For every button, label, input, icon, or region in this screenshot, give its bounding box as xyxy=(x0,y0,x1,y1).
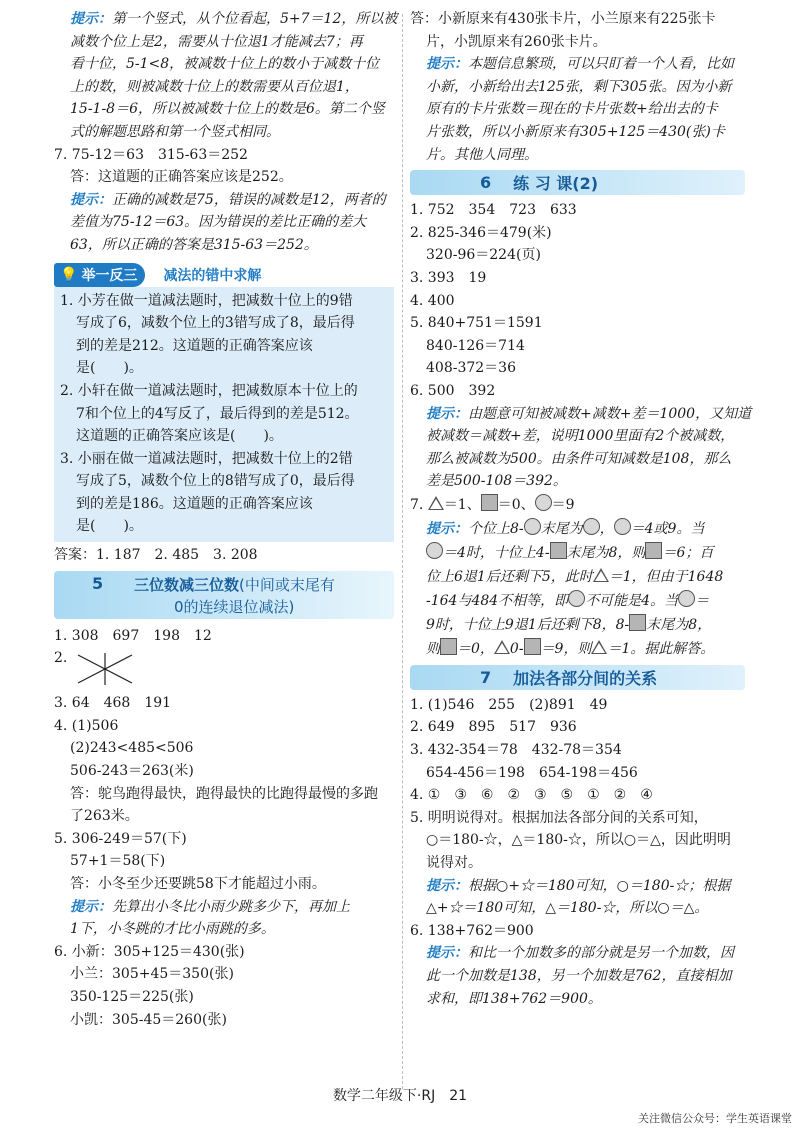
section-title: 练 习 课(2) xyxy=(513,174,599,194)
answer-line: 片，小凯原来有260张卡片。 xyxy=(426,33,607,50)
practice-line: 写成了5，减数个位上的8错写成了0，最后得 xyxy=(76,473,355,490)
hint-line: -164与484不相等，即 不可能是4。当 ＝ xyxy=(426,589,745,613)
hint-line: 提示：先算出小冬比小雨少跳多少下，再加上 xyxy=(70,898,350,915)
answer-line: 小凯：305-45＝260(张) xyxy=(70,1011,227,1028)
page-footer: 数学二年级下·RJ 21 xyxy=(332,1088,468,1104)
hint-label: 提示： xyxy=(70,898,112,915)
right-column xyxy=(410,8,752,1010)
answer-line: ○＝180-☆，△＝180-☆，所以○＝△，因此明明 xyxy=(426,832,731,849)
practice-line: 写成了6，减数个位上的3错写成了8，最后得 xyxy=(76,315,355,332)
triangle-icon xyxy=(494,640,510,654)
answer-line: 答：这道题的正确答案应该是252。 xyxy=(70,169,293,186)
square-icon xyxy=(481,494,498,511)
hint-line: 提示：个位上8- 末尾为 ， ＝4或9。当 xyxy=(426,517,745,541)
answer-line: 答：小冬至少还要跳58下才能超过小雨。 xyxy=(70,876,326,892)
section-7-banner xyxy=(410,665,745,690)
square-icon xyxy=(629,614,646,631)
practice-line: 7和个位上的4写反了，最后得到的差是512。 xyxy=(76,405,359,422)
hint-label: 提示： xyxy=(426,56,468,73)
circle-icon xyxy=(426,542,443,559)
section-number: 7 xyxy=(480,667,492,687)
hint-line: 提示：正确的减数是75，错误的减数是12，两者的 xyxy=(70,191,386,208)
column-divider xyxy=(402,14,403,1089)
section-subtitle: 0的连续退位减法) xyxy=(174,597,295,616)
triangle-icon xyxy=(428,496,444,510)
hint-line: 提示：本题信息繁琐，可以只盯着一个人看，比如 xyxy=(426,56,734,73)
answer-line: 350-125＝225(张) xyxy=(70,988,194,1005)
practice-line: 3. 小丽在做一道减法题时，把减数十位上的2错 xyxy=(60,450,353,467)
answer-line: 了263米。 xyxy=(70,808,139,825)
practice-tag: 💡 举一反三 xyxy=(54,263,145,287)
answer-line: 6. 小新：305+125＝430(张) xyxy=(54,943,245,960)
hint-line: 小新，小新给出去125张，剩下305张。因为小新 xyxy=(426,78,732,95)
circle-icon xyxy=(614,518,631,535)
circle-icon xyxy=(568,590,585,607)
hint-line: 片张数，所以小新原来有305+125＝430(张)卡 xyxy=(426,123,725,140)
square-icon xyxy=(550,542,567,559)
section-number: 6 xyxy=(480,173,492,193)
hint-line: 式的解题思路和第一个竖式相同。 xyxy=(70,123,280,140)
section-title: 加法各部分间的关系 xyxy=(513,668,658,688)
hint-line: 差是500-108＝392。 xyxy=(426,473,567,490)
answer-line-shapes: 7. ＝1、 ＝0、 ＝9 xyxy=(410,493,745,517)
practice-answer: 答案：1. 187 2. 485 3. 208 xyxy=(54,547,258,564)
square-icon xyxy=(440,638,457,655)
answer-line: 5. 明明说得对。根据加法各部分间的关系可知， xyxy=(410,809,708,826)
circle-icon xyxy=(524,518,541,535)
answer-line: 1. 308 697 198 12 xyxy=(54,627,212,644)
practice-line: 到的差是212。这道题的正确答案应该 xyxy=(76,337,313,354)
hint-line: 此一个加数是138，另一个加数是762，直接相加 xyxy=(426,968,732,984)
hint-label: 提示： xyxy=(426,405,468,422)
hint-line: 差值为75-12＝63。因为错误的差比正确的差大 xyxy=(70,214,367,231)
hint-line: 减数个位上是2，需要从十位退1才能减去7；再 xyxy=(70,33,363,50)
answer-line: 2. 649 895 517 936 xyxy=(410,719,577,736)
circle-icon xyxy=(583,518,600,535)
hint-line: ＝4时，十位上4- 末尾为8，则 ＝6；百 xyxy=(426,541,745,565)
matching-lines-diagram xyxy=(72,649,142,689)
section-6-banner xyxy=(410,170,745,195)
left-column xyxy=(54,8,398,1031)
answer-line: 4. ① ③ ⑥ ② ③ ⑤ ① ② ④ xyxy=(410,787,653,804)
hint-line: 提示：由题意可知被减数+减数+差＝1000，又知道 xyxy=(426,405,752,422)
triangle-icon xyxy=(593,568,609,582)
answer-line: 1. 752 354 723 633 xyxy=(410,202,577,219)
answer-line: 654-456＝198 654-198＝456 xyxy=(426,764,638,781)
practice-line: 是( )。 xyxy=(76,360,143,377)
circle-icon xyxy=(535,494,552,511)
hint-line: 上的数，则被减数十位上的数需要从百位退1， xyxy=(70,78,359,95)
practice-line: 这道题的正确答案应该是( )。 xyxy=(76,428,283,445)
practice-line: 2. 小轩在做一道减法题时，把减数原本十位上的 xyxy=(60,382,358,399)
hint-line: 1下，小冬跳的才比小雨跳的多。 xyxy=(70,921,275,938)
answer-line: 57+1＝58(下) xyxy=(70,853,166,870)
section-number: 5 xyxy=(92,573,104,593)
answer-line: 答：鸵鸟跑得最快，跑得最快的比跑得最慢的多跑 xyxy=(70,785,378,802)
hint-line: 看十位，5-1<8，被减数十位上的数小于减数十位 xyxy=(70,56,380,73)
section-5-banner xyxy=(54,571,394,619)
credit-text: 关注微信公众号：学生英语课堂 xyxy=(638,1112,792,1125)
hint-line: 15-1-8＝6，所以被减数十位上的数是6。第二个竖 xyxy=(70,101,385,118)
answer-line: 408-372＝36 xyxy=(426,360,516,377)
hint-line: 片。其他人同理。 xyxy=(426,146,538,163)
practice-line: 是( )。 xyxy=(76,518,143,535)
answer-line: 3. 64 468 191 xyxy=(54,695,172,712)
answer-line: 4. 400 xyxy=(410,292,455,309)
hint-line: 提示：根据○+☆＝180可知，○＝180-☆；根据 xyxy=(426,877,731,894)
hint-label: 提示： xyxy=(426,520,468,537)
answer-line: (2)243<485<506 xyxy=(70,740,194,757)
answer-line: 840-126＝714 xyxy=(426,337,525,354)
answer-line: 6. 138+762＝900 xyxy=(410,922,534,939)
hint-line: 被减数＝减数+差，说明1000里面有2个被减数， xyxy=(426,428,735,445)
hint-line: 原有的卡片张数＝现在的卡片张数+给出去的卡 xyxy=(426,101,718,118)
answer-line: 1. (1)546 255 (2)891 49 xyxy=(410,696,608,713)
answer-line: 320-96＝224(页) xyxy=(426,247,541,264)
hint-line: 位上6退1后还剩下5，此时 ＝1，但由于1648 xyxy=(426,568,724,585)
hint-line: 63，所以正确的答案是315-63＝252。 xyxy=(70,236,318,253)
hint-label: 提示： xyxy=(426,877,468,894)
practice-line: 到的差是186。这道题的正确答案应该 xyxy=(76,495,313,512)
lightbulb-icon: 💡 xyxy=(60,266,78,283)
answer-line: 3. 393 19 xyxy=(410,269,487,286)
answer-line: 5. 840+751＝1591 xyxy=(410,315,543,332)
answer-line: 4. (1)506 xyxy=(54,717,119,734)
hint-line: 提示：第一个竖式，从个位看起，5+7＝12，所以被 xyxy=(70,11,398,27)
answer-line: 说得对。 xyxy=(426,855,482,872)
answer-line: 2. xyxy=(54,647,394,692)
practice-title: 减法的错中求解 xyxy=(163,267,262,284)
square-icon xyxy=(524,638,541,655)
hint-label: 提示： xyxy=(426,945,468,962)
hint-label: 提示： xyxy=(70,11,112,27)
answer-line: 506-243＝263(米) xyxy=(70,763,194,780)
hint-line: △+☆＝180可知，△＝180-☆，所以○＝△。 xyxy=(426,900,709,917)
circle-icon xyxy=(678,590,695,607)
answer-line: 7. 75-12＝63 315-63＝252 xyxy=(54,146,248,163)
square-icon xyxy=(645,542,662,559)
practice-line: 1. 小芳在做一道减法题时，把减数十位上的9错 xyxy=(60,292,353,309)
answer-line: 2. 825-346＝479(米) xyxy=(410,224,552,241)
hint-label: 提示： xyxy=(70,191,112,208)
hint-line: 9时，十位上9退1后还剩下8，8- 末尾为8， xyxy=(426,613,745,637)
hint-line: 求和，即138+762＝900。 xyxy=(426,990,602,1007)
hint-line: 那么被减数为500。由条件可知减数是108，那么 xyxy=(426,450,732,467)
answer-line: 答：小新原来有430张卡片，小兰原来有225张卡 xyxy=(410,11,716,27)
answer-line: 5. 306-249＝57(下) xyxy=(54,830,187,847)
triangle-icon xyxy=(591,640,607,654)
answer-line: 小兰：305+45＝350(张) xyxy=(70,966,234,983)
hint-line: 提示：和比一个加数多的部分就是另一个加数，因 xyxy=(426,945,734,962)
section-title: 三位数减三位数(中间或末尾有 xyxy=(134,575,335,594)
hint-line: 则 ＝0， 0- ＝9，则 ＝1。据此解答。 xyxy=(426,637,745,661)
answer-line: 3. 432-354＝78 432-78＝354 xyxy=(410,742,622,759)
answer-line: 6. 500 392 xyxy=(410,382,496,399)
practice-box xyxy=(54,263,394,567)
